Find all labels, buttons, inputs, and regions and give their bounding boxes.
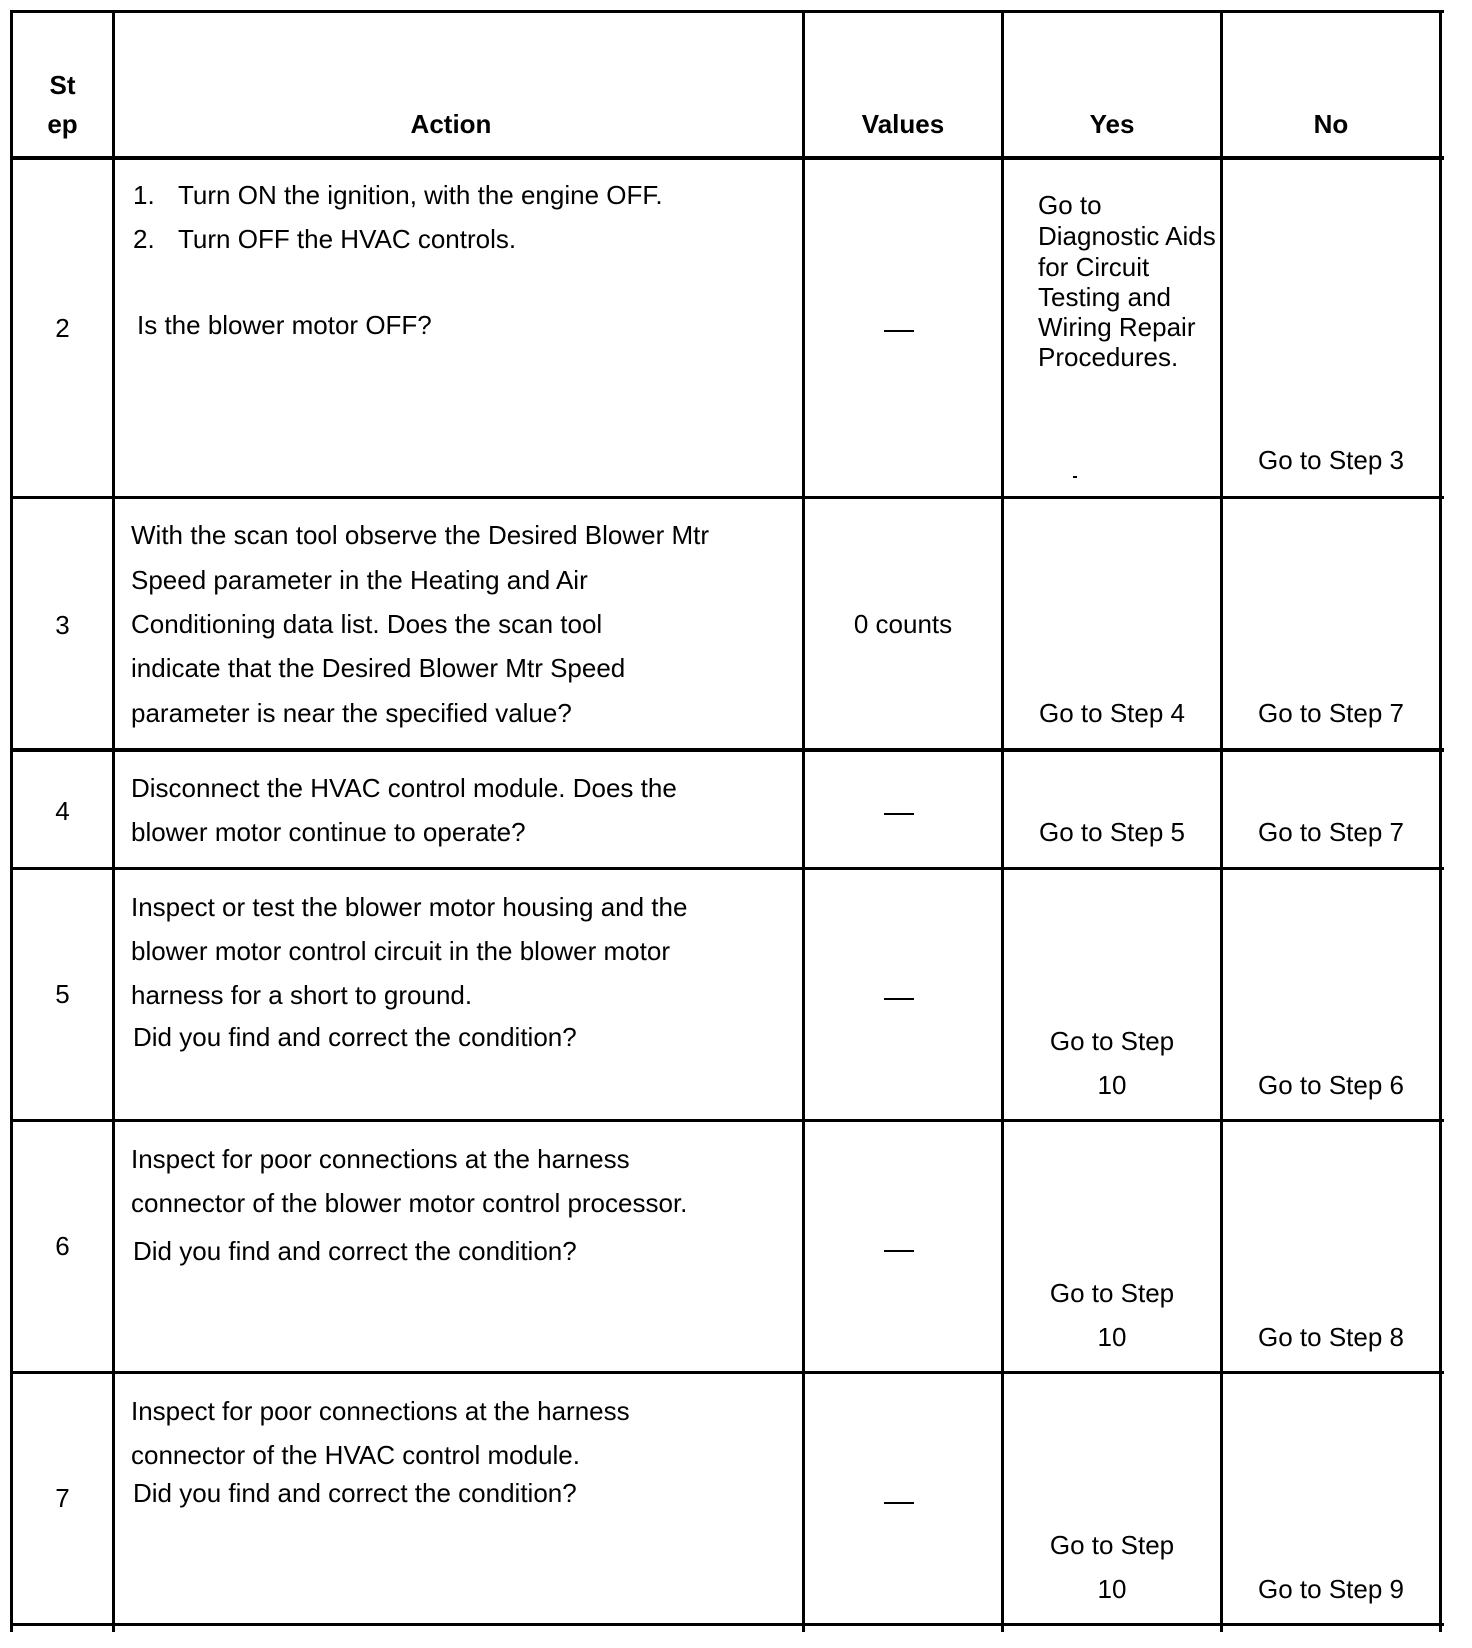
list-item-text: Turn OFF the HVAC controls. [178,224,517,254]
table-border-right [1439,10,1442,1632]
values-dash [884,813,914,815]
step-number: 7 [55,1483,70,1513]
action-question: Did you find and correct the condition? [133,1478,577,1508]
yes-text-line: for Circuit [1038,252,1150,282]
row-divider [10,748,1444,752]
column-divider-action [802,10,805,1632]
yes-text-line: Go to [1038,190,1102,220]
action-line: Speed parameter in the Heating and Air [131,565,588,595]
no-go-to-step: Go to Step 7 [1258,817,1404,847]
stray-mark [1073,476,1077,478]
no-go-to-step: Go to Step 7 [1258,698,1404,728]
action-line: Inspect for poor connections at the harness [131,1396,630,1426]
values-dash [884,998,914,1000]
yes-text-line: Diagnostic Aids [1038,221,1216,251]
step-number: 2 [55,313,70,343]
values-dash [884,1502,914,1504]
no-go-to-step: Go to Step 3 [1258,445,1404,475]
action-line: With the scan tool observe the Desired Blower Mtr [131,520,710,550]
step-number: 6 [55,1231,70,1261]
values-dash [884,1250,914,1252]
yes-go-to-step: Go to Step [1049,1026,1175,1056]
yes-go-to-step: Go to Step [1049,1278,1175,1308]
yes-text-line: Procedures. [1038,342,1179,372]
header-divider [10,156,1444,160]
values-text: 0 counts [853,609,953,639]
values-dash [884,330,914,332]
yes-text-line: Wiring Repair [1038,312,1196,342]
row-divider [10,867,1444,870]
header-step-line2: ep [47,109,78,139]
action-line: blower motor continue to operate? [131,817,526,847]
action-line: connector of the blower motor control processor. [131,1188,688,1218]
action-line: harness for a short to ground. [131,980,473,1010]
action-line: Inspect for poor connections at the harness [131,1144,630,1174]
yes-go-to-step: Go to Step 5 [1039,817,1185,847]
table-border-bottom [10,1623,1444,1626]
row-divider [10,1371,1444,1374]
header-no: No [1313,109,1349,139]
yes-go-to-step: Go to Step [1049,1530,1175,1560]
header-action: Action [410,109,492,139]
list-item-text: Turn ON the ignition, with the engine OFF. [178,180,663,210]
header-values: Values [861,109,945,139]
action-question: Did you find and correct the condition? [133,1236,577,1266]
no-go-to-step: Go to Step 8 [1258,1322,1404,1352]
header-step-line1: St [49,70,76,100]
row-divider [10,1119,1444,1122]
action-line: indicate that the Desired Blower Mtr Speed [131,653,626,683]
table-border-top [10,10,1444,13]
list-item-number: 1. [133,180,155,210]
row-divider [10,496,1444,499]
action-line: parameter is near the specified value? [131,698,572,728]
yes-go-to-step: Go to Step 4 [1039,698,1185,728]
step-number: 3 [55,610,70,640]
yes-step-number: 10 [1097,1574,1127,1604]
yes-text-line: Testing and [1038,282,1171,312]
action-question: Did you find and correct the condition? [133,1022,577,1052]
action-line: Disconnect the HVAC control module. Does the [131,773,677,803]
action-question: Is the blower motor OFF? [137,310,432,340]
list-item-number: 2. [133,224,155,254]
header-yes: Yes [1089,109,1135,139]
column-divider-step [112,10,115,1632]
no-go-to-step: Go to Step 9 [1258,1574,1404,1604]
action-line: Inspect or test the blower motor housing and the [131,892,688,922]
action-line: Conditioning data list. Does the scan tool [131,609,603,639]
action-line: connector of the HVAC control module. [131,1440,580,1470]
step-number: 5 [55,979,70,1009]
step-number: 4 [55,796,70,826]
action-line: blower motor control circuit in the blower motor [131,936,670,966]
no-go-to-step: Go to Step 6 [1258,1070,1404,1100]
yes-step-number: 10 [1097,1070,1127,1100]
yes-step-number: 10 [1097,1322,1127,1352]
